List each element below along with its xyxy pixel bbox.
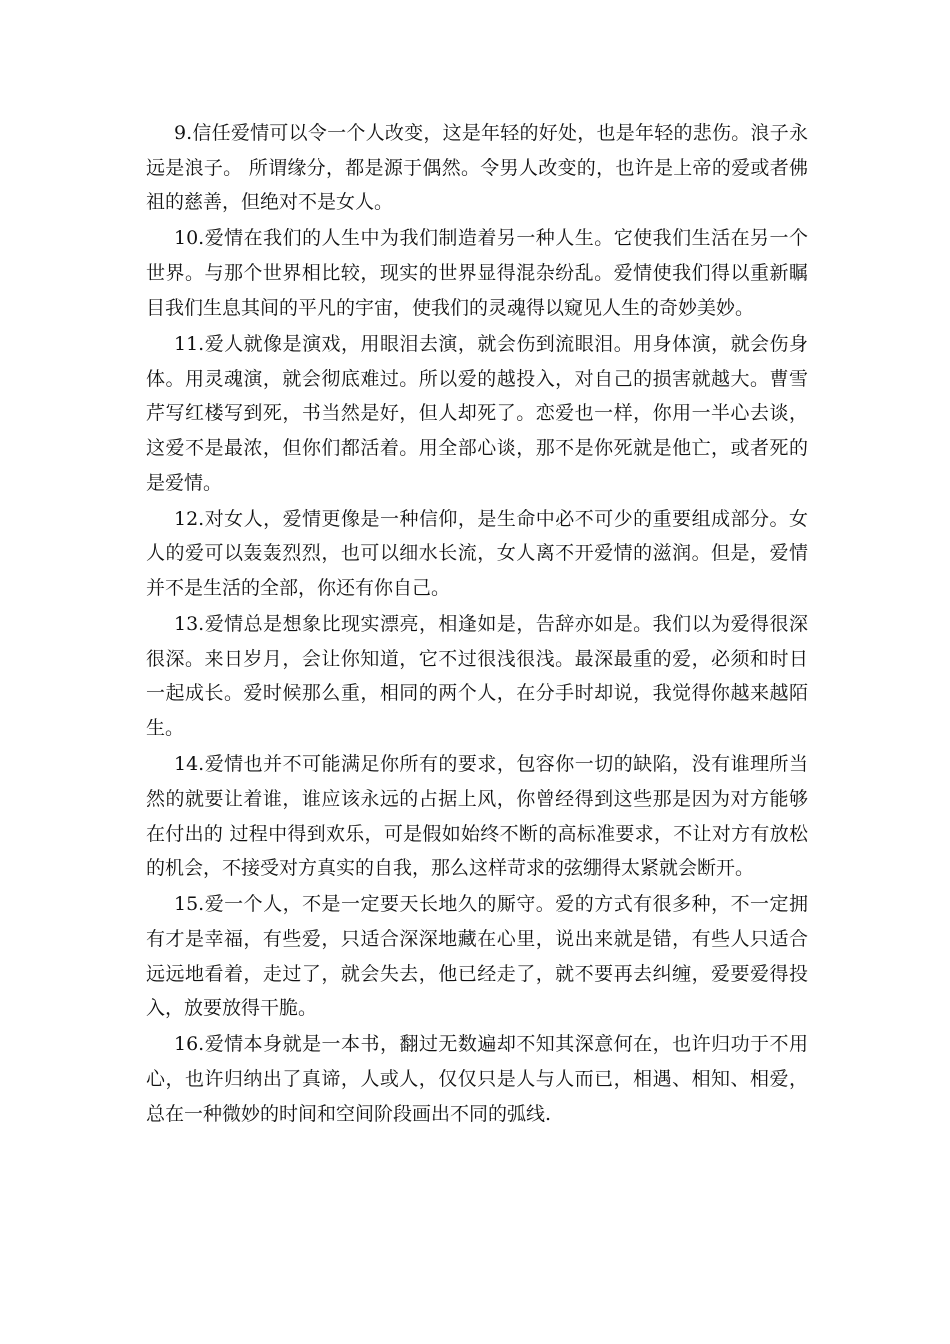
paragraph-14: 14.爱情也并不可能满足你所有的要求，包容你一切的缺陷，没有谁理所当然的就要让着谁，谁应该永远的占据上风，你曾经得到这些那是因为对方能够在付出的 过程中得到欢乐，可是假如始终不断的高标准要求，不让对方有放松的机会，不接受对方真实的自我，那么这样苛求的弦绷得太紧就会断开。: [146, 753, 808, 880]
paragraph-16: 16.爱情本身就是一本书，翻过无数遍却不知其深意何在，也许归功于不用心，也许归纳出了真谛，人或人，仅仅只是人与人而已，相遇、相知、相爱，总在一种微妙的时间和空间阶段画出不同的弧线.: [146, 1033, 808, 1125]
paragraph-11: 11.爱人就像是演戏，用眼泪去演，就会伤到流眼泪。用身体演，就会伤身体。用灵魂演，就会彻底难过。所以爱的越投入，对自己的损害就越大。曹雪芹写红楼写到死，书当然是好，但人却死了。恋爱也一样，你用一半心去谈，这爱不是最浓，但你们都活着。用全部心谈，那不是你死就是他亡，或者死的是爱情。: [146, 332, 808, 494]
paragraph-10: 10.爱情在我们的人生中为我们制造着另一种人生。它使我们生活在另一个世界。与那个世界相比较，现实的世界显得混杂纷乱。爱情使我们得以重新瞩目我们生息其间的平凡的宇宙，使我们的灵魂得以窥见人生的奇妙美妙。: [146, 227, 808, 319]
paragraph-12: 12.对女人，爱情更像是一种信仰，是生命中必不可少的重要组成部分。女人的爱可以轰轰烈烈，也可以细水长流，女人离不开爱情的滋润。但是，爱情并不是生活的全部，你还有你自己。: [146, 507, 808, 600]
document-body: [146, 116, 808, 1133]
paragraph-15: 15.爱一个人，不是一定要天长地久的厮守。爱的方式有很多种，不一定拥有才是幸福，有些爱，只适合深深地藏在心里，说出来就是错，有些人只适合远远地看着，走过了，就会失去，他已经走了，就不要再去纠缠，爱要爱得投入，放要放得干脆。: [146, 893, 808, 1020]
paragraph-13: 13.爱情总是想象比现实漂亮，相逢如是，告辞亦如是。我们以为爱得很深很深。来日岁月，会让你知道，它不过很浅很浅。最深最重的爱，必须和时日一起成长。爱时候那么重，相同的两个人，在分手时却说，我觉得你越来越陌生。: [146, 613, 808, 740]
paragraph-9: 9.信任爱情可以令一个人改变，这是年轻的好处，也是年轻的悲伤。浪子永远是浪子。 所谓缘分，都是源于偶然。令男人改变的，也许是上帝的爱或者佛祖的慈善，但绝对不是女人。: [146, 122, 808, 214]
